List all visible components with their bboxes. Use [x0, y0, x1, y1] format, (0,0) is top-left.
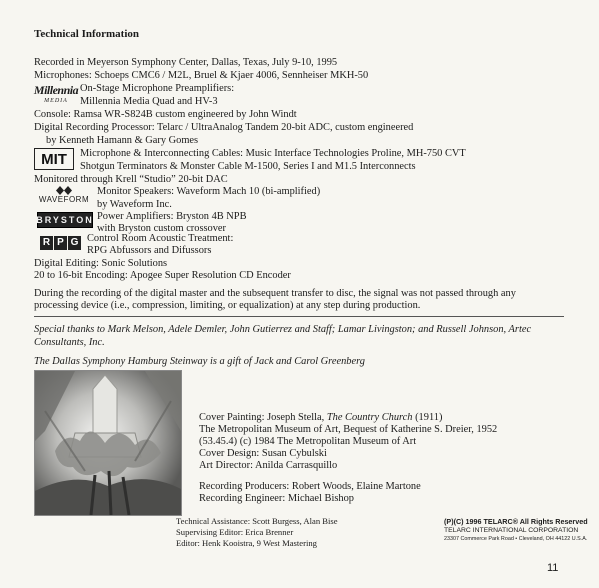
mit-logo-text: MIT [41, 151, 67, 168]
krell-line: Monitored through Krell “Studio” 20-bit DAC [34, 174, 228, 185]
acoustic-line-1: Control Room Acoustic Treatment: [87, 233, 234, 244]
section-heading: Technical Information [34, 28, 140, 40]
supervising-line: Supervising Editor: Erica Brenner [176, 527, 294, 537]
page-number: 11 [547, 562, 559, 574]
rpg-letter-g: G [68, 236, 81, 250]
mit-logo-mark [34, 148, 74, 170]
cables-line-2: Shotgun Terminators & Monster Cable M-1500, Series I and M1.5 Interconnects [80, 161, 416, 172]
microphones-line: Microphones: Schoeps CMC6 / M2L, Bruel & Kjaer 4006, Sennheiser MKH-50 [34, 70, 369, 81]
copyright-line-2: TELARC INTERNATIONAL CORPORATION [444, 527, 579, 534]
cover-painting-credit: Cover Painting: Joseph Stella, The Country Church (1911) [199, 412, 443, 423]
thanks-line-1: Special thanks to Mark Melson, Adele Demler, John Gutierrez and Staff; Lamar Livingston; and Russell Johnson, Artec [34, 324, 532, 335]
steinway-line: The Dallas Symphony Hamburg Steinway is a gift of Jack and Carol Greenberg [34, 356, 365, 367]
rpg-logo [37, 234, 85, 252]
encoding-line: 20 to 16-bit Encoding: Apogee Super Resolution CD Encoder [34, 270, 291, 281]
monitors-line-1: Monitor Speakers: Waveform Mach 10 (bi-amplified) [97, 186, 321, 197]
millennia-logo: Millennia MEDIA [33, 82, 79, 104]
assistance-line: Technical Assistance: Scott Burgess, Alan Bise [176, 516, 338, 526]
mit-logo [34, 148, 74, 170]
museum-line-1: The Metropolitan Museum of Art, Bequest of Katherine S. Dreier, 1952 [199, 424, 498, 435]
acoustic-line-2: RPG Abfussors and Difussors [87, 245, 212, 256]
copyright-line-3: 23307 Commerce Park Road • Cleveland, OH 44122 U.S.A. [444, 536, 588, 542]
editor-line: Editor: Henk Kooistra, 9 West Mastering [176, 538, 317, 548]
cover-design-line: Cover Design: Susan Cybulski [199, 448, 327, 459]
engineer-line: Recording Engineer: Michael Bishop [199, 493, 354, 504]
cover-painting-svg [35, 371, 181, 515]
preamps-line-2: Millennia Media Quad and HV-3 [80, 96, 218, 107]
divider [34, 316, 564, 317]
cover-painting-image [34, 370, 182, 516]
amps-line-2: with Bryston custom crossover [97, 223, 227, 234]
bryston-logo: BRYSTON [37, 212, 93, 228]
processing-paragraph-line-2: processing device (i.e., compression, limiting, or equalization) at any step during production. [34, 300, 421, 311]
monitors-line-2: by Waveform Inc. [97, 199, 172, 210]
thanks-line-2: Consultants, Inc. [34, 337, 105, 348]
waveform-logo-mark [56, 186, 72, 195]
rpg-letter-r: R [40, 236, 53, 250]
amps-line-1: Power Amplifiers: Bryston 4B NPB [97, 211, 247, 222]
art-director-line: Art Director: Anilda Carrasquillo [199, 460, 338, 471]
rpg-letter-p: P [54, 236, 67, 250]
recorded-line: Recorded in Meyerson Symphony Center, Dallas, Texas, July 9-10, 1995 [34, 57, 338, 68]
cables-line-1: Microphone & Interconnecting Cables: Music Interface Technologies Proline, MH-750 CVT [80, 148, 466, 159]
processor-line-1: Digital Recording Processor: Telarc / UltraAnalog Tandem 20-bit ADC, custom engineered [34, 122, 414, 133]
waveform-logo: WAVEFORM [36, 184, 92, 206]
producers-line: Recording Producers: Robert Woods, Elaine Martone [199, 481, 421, 492]
processing-paragraph-line-1: During the recording of the digital master and the subsequent transfer to disc, the signal was not passed through any [34, 288, 516, 299]
museum-line-2: (53.45.4) (c) 1984 The Metropolitan Museum of Art [199, 436, 417, 447]
preamps-line-1: On-Stage Microphone Preamplifiers: [80, 83, 235, 94]
copyright-line-1: (P)(C) 1996 TELARC® All Rights Reserved [444, 517, 588, 526]
editing-line: Digital Editing: Sonic Solutions [34, 258, 168, 269]
processor-line-2: by Kenneth Hamann & Gary Gomes [46, 135, 199, 146]
console-line: Console: Ramsa WR-S824B custom engineered by John Windt [34, 109, 297, 120]
